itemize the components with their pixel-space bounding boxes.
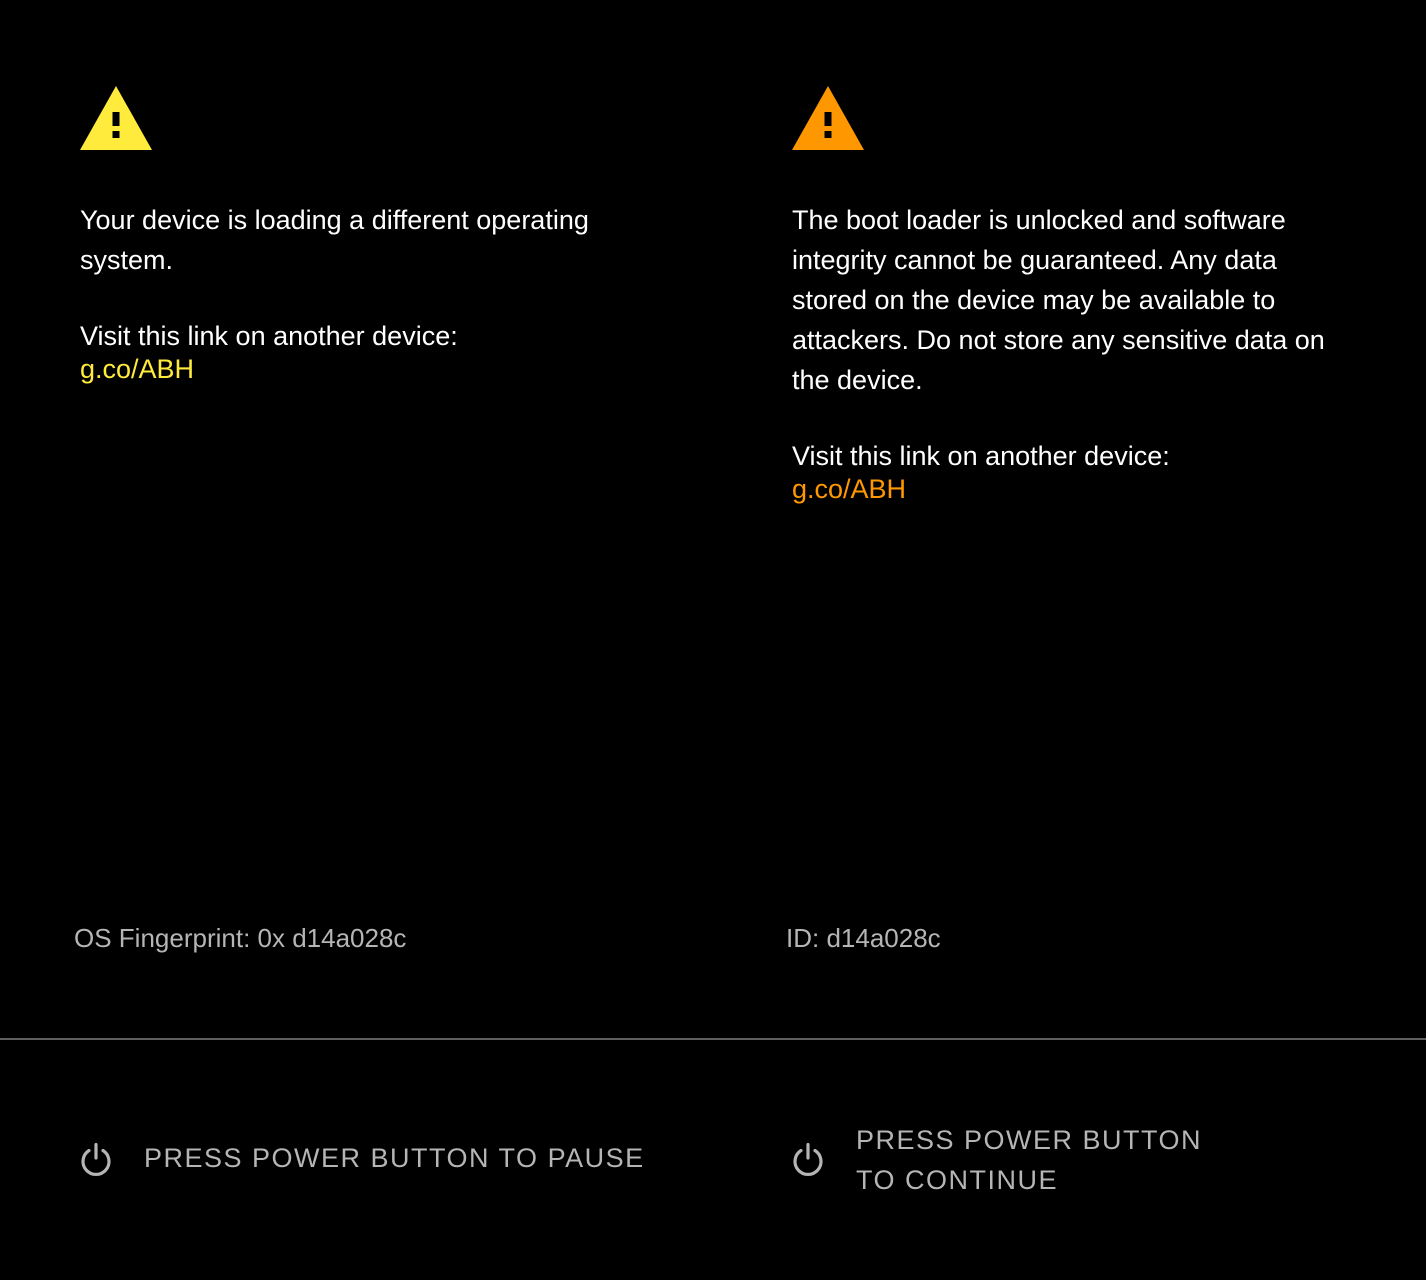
device-id: ID: d14a028c [786,923,941,953]
visit-link-block [792,440,1170,506]
warning-message: Your device is loading a different operating system. [80,205,589,275]
warning-message: The boot loader is unlocked and software integrity cannot be guaranteed. Any data stored on the device may be available to attackers. Do not store any sensitive data on the device. [792,205,1325,395]
continue-label: PRESS POWER BUTTON TO CONTINUE [856,1125,1203,1195]
help-link[interactable]: g.co/ABH [792,474,907,504]
power-icon [790,1142,826,1178]
visit-link-block [80,320,458,386]
footer-divider [0,1038,1426,1040]
help-link[interactable]: g.co/ABH [80,354,195,384]
warning-triangle-icon [80,86,152,150]
pause-action[interactable] [78,1120,678,1200]
continue-action[interactable] [790,1120,1290,1200]
pause-label: PRESS POWER BUTTON TO PAUSE [144,1143,645,1173]
os-fingerprint: OS Fingerprint: 0x d14a028c [74,923,407,953]
visit-instruction: Visit this link on another device: [792,441,1170,471]
warning-triangle-icon [792,86,864,150]
visit-instruction: Visit this link on another device: [80,321,458,351]
power-icon [78,1142,114,1178]
